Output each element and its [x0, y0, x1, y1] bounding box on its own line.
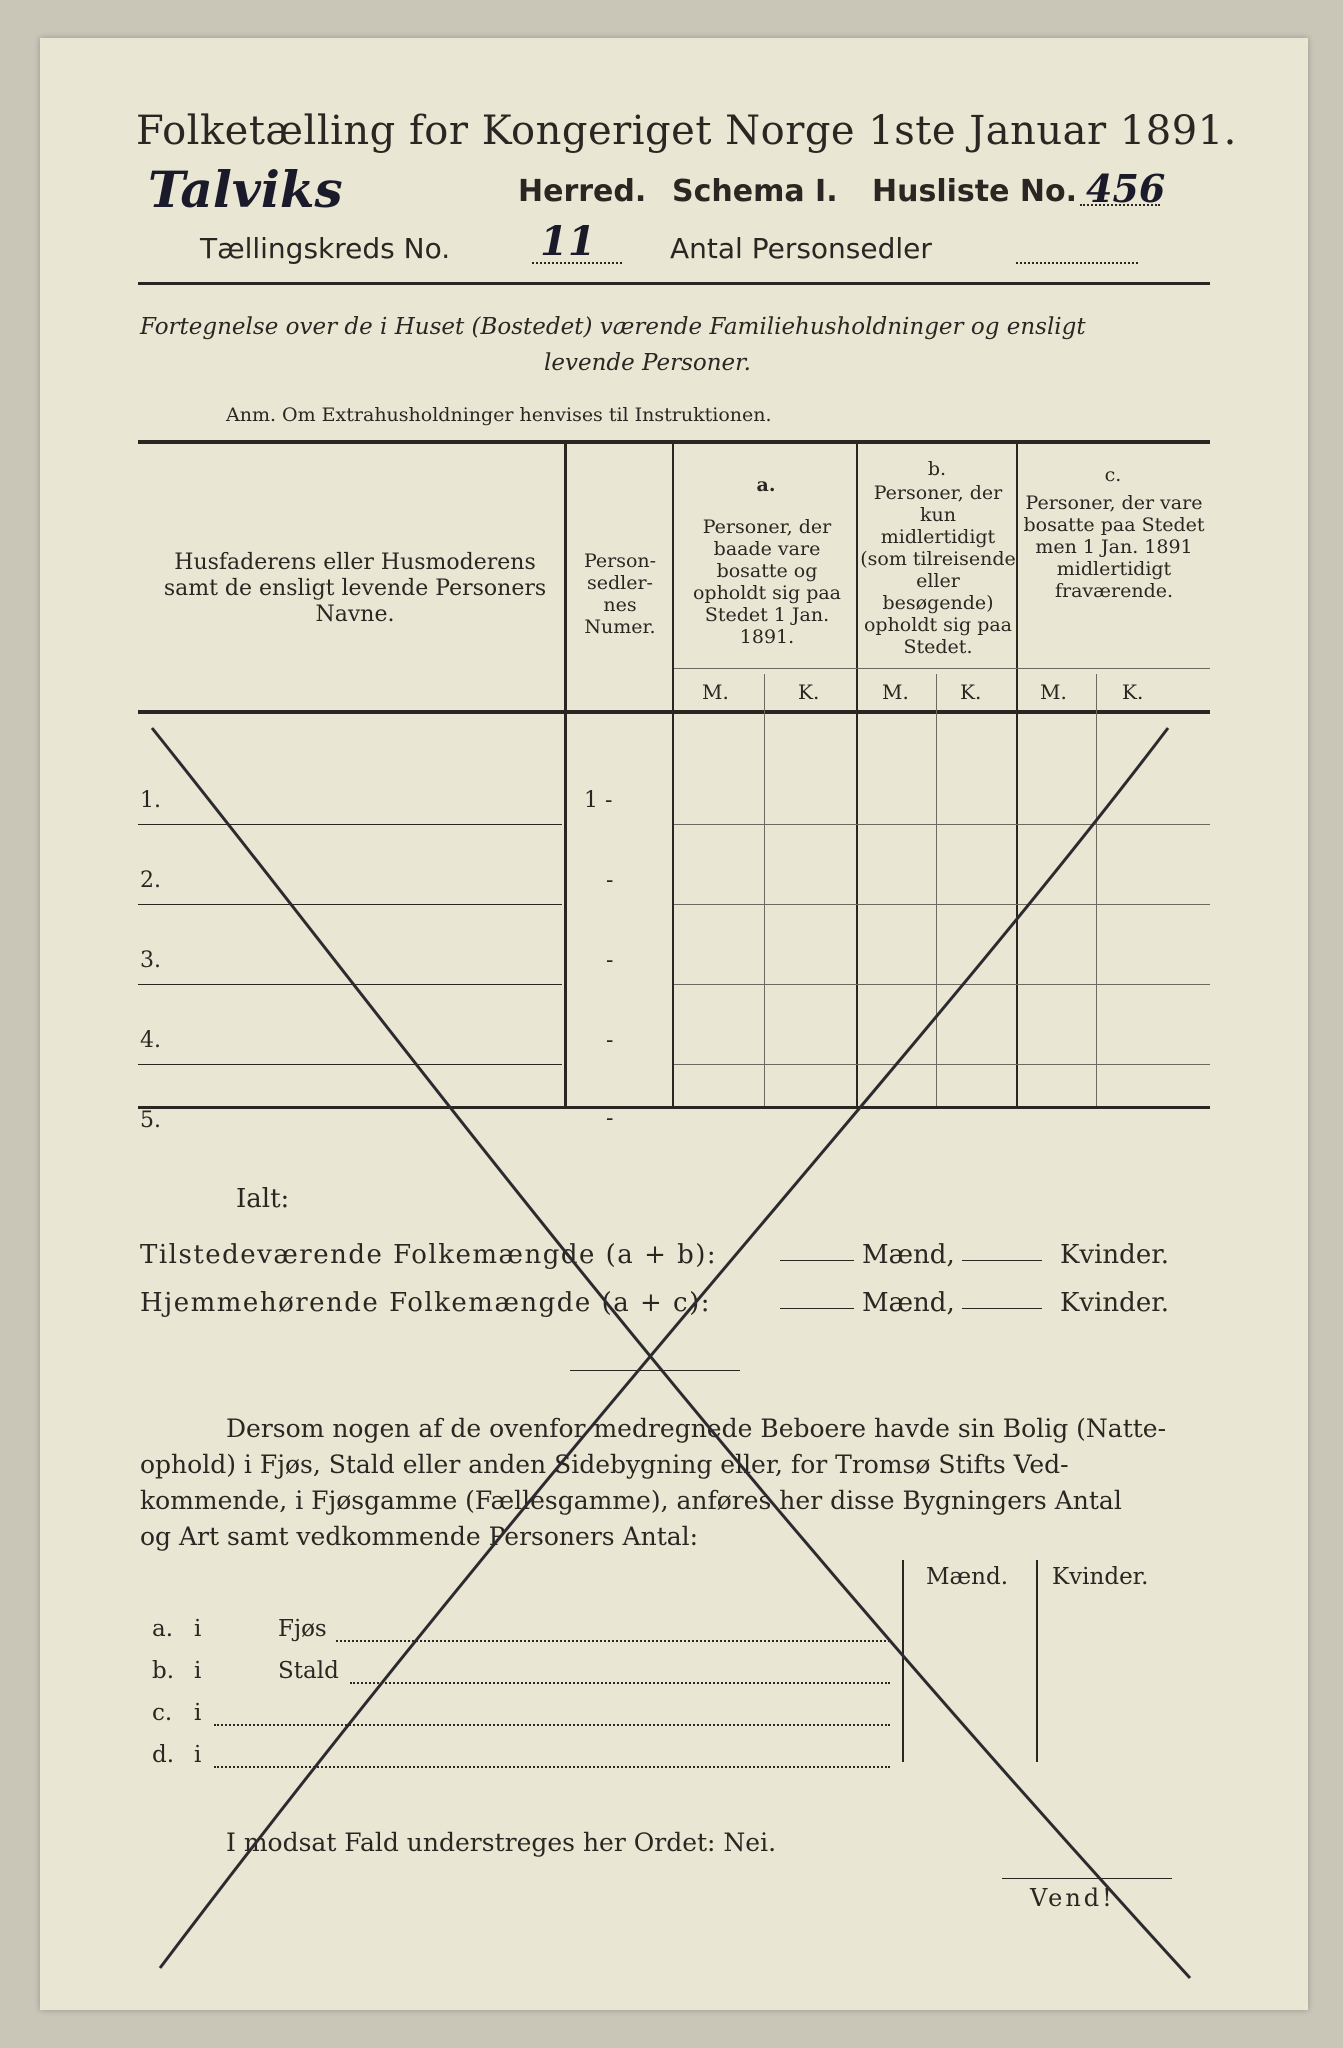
- mk-header-rule: [674, 668, 1210, 669]
- row-line-cols-1: [674, 824, 1210, 825]
- col-line-b-mk: [936, 674, 937, 1106]
- husliste-number-handwritten: 456: [1086, 166, 1166, 211]
- col-b-letter: b.: [927, 458, 947, 480]
- row-line-cols-2: [674, 904, 1210, 905]
- col-line-c-mk: [1096, 674, 1097, 1106]
- intro-line-2: levende Personer.: [544, 350, 751, 376]
- row-1-label: 1.: [140, 788, 161, 813]
- col-header-number: Person-sedler-nes Numer.: [583, 550, 657, 638]
- modsat-fald-note: I modsat Fald understreges her Ordet: Nei.: [226, 1828, 777, 1857]
- b-m-label: M.: [882, 680, 909, 704]
- anm-note: Anm. Om Extrahusholdninger henvises til Instruktionen.: [226, 404, 772, 426]
- row-2-number: -: [606, 868, 614, 893]
- building-row-d-dots: [214, 1766, 890, 1768]
- building-row-a-i: i: [194, 1616, 202, 1642]
- row-line-names-2: [138, 904, 562, 905]
- c-m-label: M.: [1040, 680, 1067, 704]
- tilstede-kvinder-line: [962, 1260, 1042, 1261]
- hjemme-maend-line: [780, 1308, 854, 1309]
- col-line-names: [564, 444, 567, 1106]
- col-header-b: Personer, der kun midlertidigt (som tilreisende eller besøgende) opholdt sig paa Stedet.: [860, 482, 1016, 658]
- herred-name-handwritten: Talviks: [148, 160, 343, 219]
- building-row-d-letter: d.: [152, 1742, 175, 1768]
- hjemme-maend: Mænd,: [862, 1288, 955, 1318]
- form-title: Folketælling for Kongeriget Norge 1ste Januar 1891.: [136, 108, 1237, 154]
- buildings-col-line-2: [1036, 1560, 1038, 1762]
- b-k-label: K.: [960, 680, 982, 704]
- col-header-names: Husfaderens eller Husmoderens samt de ensligt levende Personers Navne.: [163, 550, 547, 627]
- herred-label: Herred.: [518, 174, 647, 209]
- col-line-a-mk: [764, 674, 765, 1106]
- census-form-sheet: [40, 38, 1308, 2010]
- building-row-b-name: Stald: [278, 1658, 339, 1684]
- row-5-number: -: [606, 1106, 614, 1131]
- tilstede-maend: Mænd,: [862, 1240, 955, 1270]
- row-line-cols-3: [674, 984, 1210, 985]
- building-row-a-letter: a.: [152, 1616, 174, 1642]
- hjemme-kvinder-line: [962, 1308, 1042, 1309]
- building-row-a-name: Fjøs: [278, 1616, 327, 1642]
- a-k-label: K.: [798, 680, 820, 704]
- hjemme-label: Hjemmehørende Folkemængde (a + c):: [140, 1288, 711, 1318]
- col-line-a: [856, 444, 858, 1106]
- vend-label: Vend!: [1030, 1884, 1115, 1912]
- row-3-label: 3.: [140, 948, 161, 973]
- tilstede-kvinder: Kvinder.: [1060, 1240, 1170, 1270]
- antal-personsedler-label: Antal Personsedler: [670, 232, 932, 265]
- building-row-c-dots: [214, 1724, 890, 1726]
- c-k-label: K.: [1122, 680, 1144, 704]
- col-a-letter: a.: [756, 474, 776, 496]
- table-top-rule: [138, 440, 1210, 444]
- row-1-number: 1 -: [584, 788, 613, 813]
- header-rule: [138, 282, 1210, 285]
- row-line-names-1: [138, 824, 562, 825]
- col-header-a: Personer, der baade vare bosatte og opholdt sig paa Stedet 1 Jan. 1891.: [692, 516, 842, 648]
- buildings-col-line-1: [902, 1560, 904, 1762]
- row-4-label: 4.: [140, 1028, 161, 1053]
- buildings-kvinder-header: Kvinder.: [1052, 1564, 1149, 1590]
- building-row-b-letter: b.: [152, 1658, 175, 1684]
- ialt-label: Ialt:: [236, 1184, 290, 1214]
- paragraph-line-1: Dersom nogen af de ovenfor medregnede Beboere havde sin Bolig (Natte-: [226, 1414, 1167, 1443]
- row-line-names-3: [138, 984, 562, 985]
- section-divider: [570, 1370, 740, 1371]
- schema-label: Schema I.: [672, 174, 838, 209]
- hjemme-kvinder: Kvinder.: [1060, 1288, 1170, 1318]
- col-line-number: [672, 444, 674, 1106]
- col-header-c: Personer, der vare bosatte paa Stedet men 1 Jan. 1891 midlertidigt fraværende.: [1023, 492, 1205, 602]
- table-head-rule: [138, 710, 1210, 714]
- tilstede-maend-line: [780, 1260, 854, 1261]
- row-line-names-4: [138, 1064, 562, 1065]
- building-row-d-i: i: [194, 1742, 202, 1768]
- row-2-label: 2.: [140, 868, 161, 893]
- row-4-number: -: [606, 1028, 614, 1053]
- a-m-label: M.: [702, 680, 729, 704]
- kreds-number-handwritten: 11: [540, 218, 596, 265]
- paragraph-line-2: ophold) i Fjøs, Stald eller anden Sidebygning eller, for Tromsø Stifts Ved-: [140, 1450, 1069, 1479]
- buildings-maend-header: Mænd.: [926, 1564, 1009, 1590]
- kreds-label: Tællingskreds No.: [200, 232, 451, 265]
- intro-line-1: Fortegnelse over de i Huset (Bostedet) værende Familiehusholdninger og ensligt: [140, 314, 1086, 340]
- paragraph-line-4: og Art samt vedkommende Personers Antal:: [140, 1522, 699, 1551]
- husliste-label: Husliste No.: [872, 174, 1077, 209]
- building-row-a-dots: [336, 1640, 890, 1642]
- col-line-b: [1016, 444, 1018, 1106]
- tilstede-label: Tilstedeværende Folkemængde (a + b):: [140, 1240, 718, 1270]
- antal-dotted-line: [1016, 262, 1138, 264]
- row-line-cols-4: [674, 1064, 1210, 1065]
- row-5-label: 5.: [140, 1108, 161, 1133]
- building-row-b-i: i: [194, 1658, 202, 1684]
- row-3-number: -: [606, 948, 614, 973]
- cross-out-stroke-1: [152, 728, 1190, 1978]
- paragraph-line-3: kommende, i Fjøsgamme (Fællesgamme), anføres her disse Bygningers Antal: [140, 1486, 1122, 1515]
- building-row-c-i: i: [194, 1700, 202, 1726]
- table-bottom-rule: [138, 1106, 1210, 1109]
- col-c-letter: c.: [1104, 464, 1122, 486]
- building-row-c-letter: c.: [152, 1700, 173, 1726]
- building-row-b-dots: [350, 1682, 890, 1684]
- vend-rule: [1002, 1878, 1172, 1879]
